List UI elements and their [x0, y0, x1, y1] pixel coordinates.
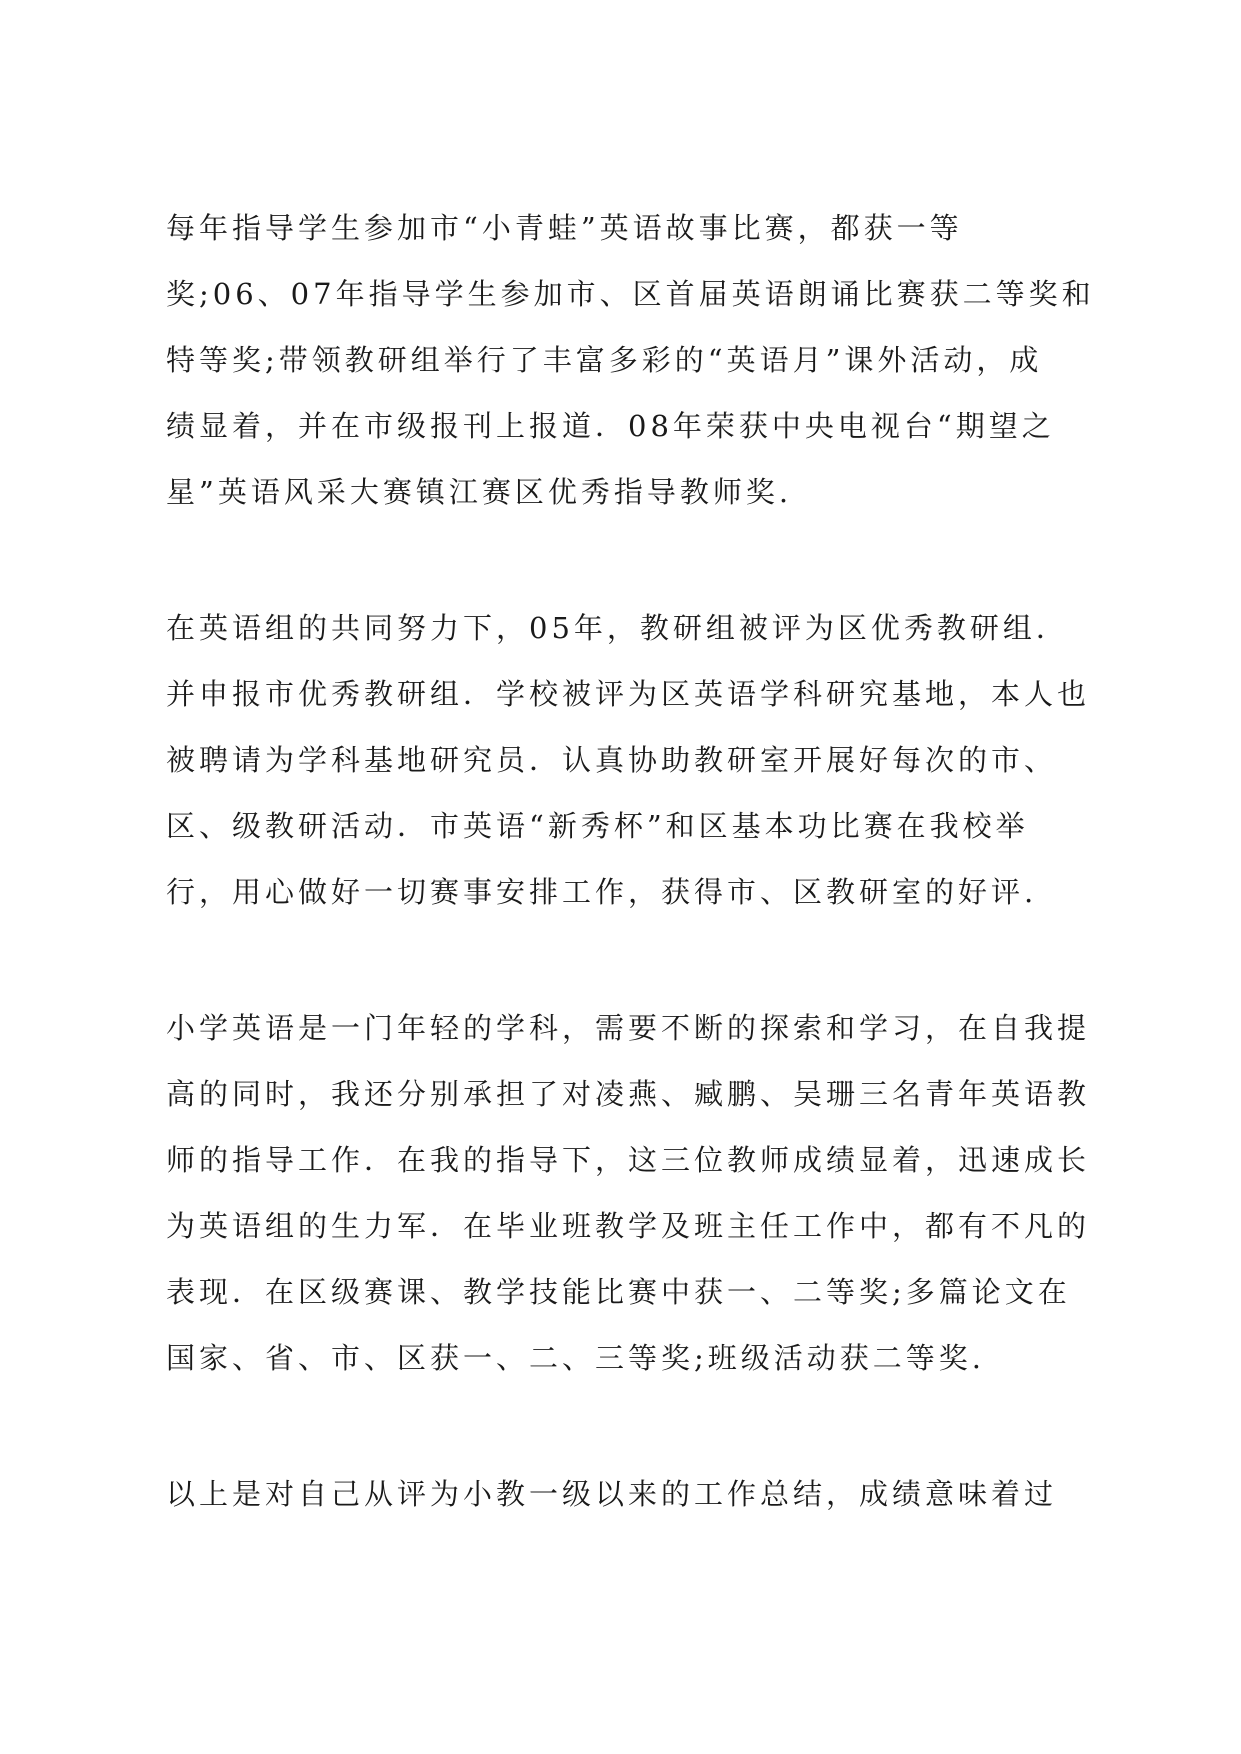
text-line: 被聘请为学科基地研究员．认真协助教研室开展好每次的市、 [166, 743, 1058, 777]
text-line: 以上是对自己从评为小教一级以来的工作总结，成绩意味着过 [166, 1477, 1058, 1511]
text-line: 特等奖;带领教研组举行了丰富多彩的“英语月”课外活动，成 [166, 343, 1043, 377]
text-line: 在英语组的共同努力下，05年，教研组被评为区优秀教研组． [166, 611, 1069, 645]
text-line: 表现．在区级赛课、教学技能比赛中获一、二等奖;多篇论文在 [166, 1275, 1071, 1309]
text-line: 小学英语是一门年轻的学科，需要不断的探索和学习，在自我提 [166, 1011, 1091, 1045]
text-line: 区、级教研活动．市英语“新秀杯”和区基本功比赛在我校举 [166, 809, 1029, 843]
text-line: 师的指导工作．在我的指导下，这三位教师成绩显着，迅速成长 [166, 1143, 1091, 1177]
text-line: 绩显着，并在市级报刊上报道．08年荣获中央电视台“期望之 [166, 409, 1055, 443]
text-line: 高的同时，我还分别承担了对凌燕、臧鹏、吴珊三名青年英语教 [166, 1077, 1091, 1111]
text-line: 并申报市优秀教研组．学校被评为区英语学科研究基地，本人也 [166, 677, 1091, 711]
text-line: 国家、省、市、区获一、二、三等奖;班级活动获二等奖. [166, 1341, 985, 1375]
text-line: 为英语组的生力军．在毕业班教学及班主任工作中，都有不凡的 [166, 1209, 1091, 1243]
text-line: 星”英语风采大赛镇江赛区优秀指导教师奖. [166, 475, 793, 509]
text-line: 奖;06、07年指导学生参加市、区首届英语朗诵比赛获二等奖和 [166, 277, 1095, 311]
text-line: 每年指导学生参加市“小青蛙”英语故事比赛，都获一等 [166, 211, 963, 245]
text-line: 行，用心做好一切赛事安排工作，获得市、区教研室的好评. [166, 875, 1038, 909]
